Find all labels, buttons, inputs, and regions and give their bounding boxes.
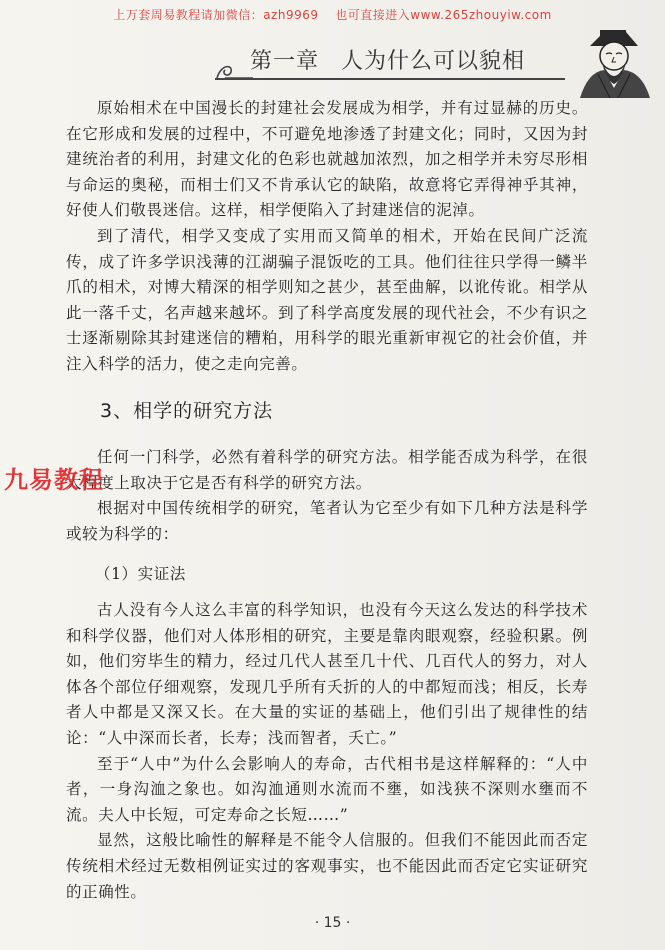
watermark-stamp: 九易教程 <box>4 466 104 494</box>
paragraph: 至于“人中”为什么会影响人的寿命，古代相书是这样解释的：“人中者，一身沟洫之象也。如沟洫通则水流而不壅，如浅狭不深则水壅而不流。夫人中长短，可定寿命之长短……” <box>66 754 588 824</box>
chapter-label: 第一章 <box>250 49 320 74</box>
text-block-history <box>66 96 588 378</box>
paragraph: 原始相术在中国漫长的封建社会发展成为相学，并有过显赫的历史。在它形成和发展的过程中，不可避免地渗透了封建文化；同时，又因为封建统治者的利用，封建文化的色彩也就越加浓烈，加之相学并未穷尽形相与命运的奥秘，而相士们又不肯承认它的缺陷，故意将它弄得神乎其神，好使人们敬畏迷信。这样，相学便陷入了封建迷信的泥淖。 <box>66 99 588 220</box>
chapter-title: 人为什么可以貌相 <box>341 49 526 74</box>
page-number: · 15 · <box>314 915 351 931</box>
header-rule <box>215 78 565 80</box>
paragraph: 古人没有今人这么丰富的科学知识，也没有今天这么发达的科学技术和科学仪器，他们对人体形相的研究，主要是靠肉眼观察，经验积累。例如，他们穷毕生的精力，经过几代人甚至几十代、几百代人的努力，对人体各个部位仔细观察，发现几乎所有夭折的人的中都短而浅；相反，长寿者人中都是又深又长。在大量的实证的基础上，他们引出了规律性的结论：“人中深而长者，长寿；浅而智者，夭亡。” <box>66 601 588 747</box>
watermark-banner: 上万套周易教程请加微信：azh9969 也可直接进入www.265zhouyiw.com <box>113 8 552 22</box>
paragraph: 显然，这般比喻性的解释是不能令人信服的。但我们不能因此而否定传统相术经过无数相例证实过的客观事实，也不能因此而否定它实证研究的正确性。 <box>66 831 588 901</box>
chapter-header <box>215 28 655 98</box>
paragraph: 到了清代，相学又变成了实用而又简单的相术，开始在民间广泛流传，成了许多学识浅薄的江湖骗子混饭吃的工具。他们往往只学得一鳞半爪的相术，对博大精深的相学则知之甚少，甚至曲解，以讹传讹。相学从此一落千丈，名声越来越坏。到了科学高度发展的现代社会，不少有识之士逐渐剔除其封建迷信的糟粕，用科学的眼光重新审视它的社会价值，并注入科学的活力，使之走向完善。 <box>66 226 588 373</box>
section-heading: 3、相学的研究方法 <box>100 400 274 422</box>
paragraph: 任何一门科学，必然有着科学的研究方法。相学能否成为科学，在很大程度上取决于它是否有科学的研究方法。 <box>66 448 588 492</box>
sage-portrait-icon <box>570 28 655 98</box>
text-block-empirical-method <box>66 598 588 905</box>
chapter-heading <box>250 44 525 75</box>
text-block-methods-intro <box>66 445 588 547</box>
paragraph: 根据对中国传统相学的研究，笔者认为它至少有如下几种方法是科学或较为科学的： <box>66 499 588 543</box>
subsection-heading: （1）实证法 <box>95 565 186 583</box>
